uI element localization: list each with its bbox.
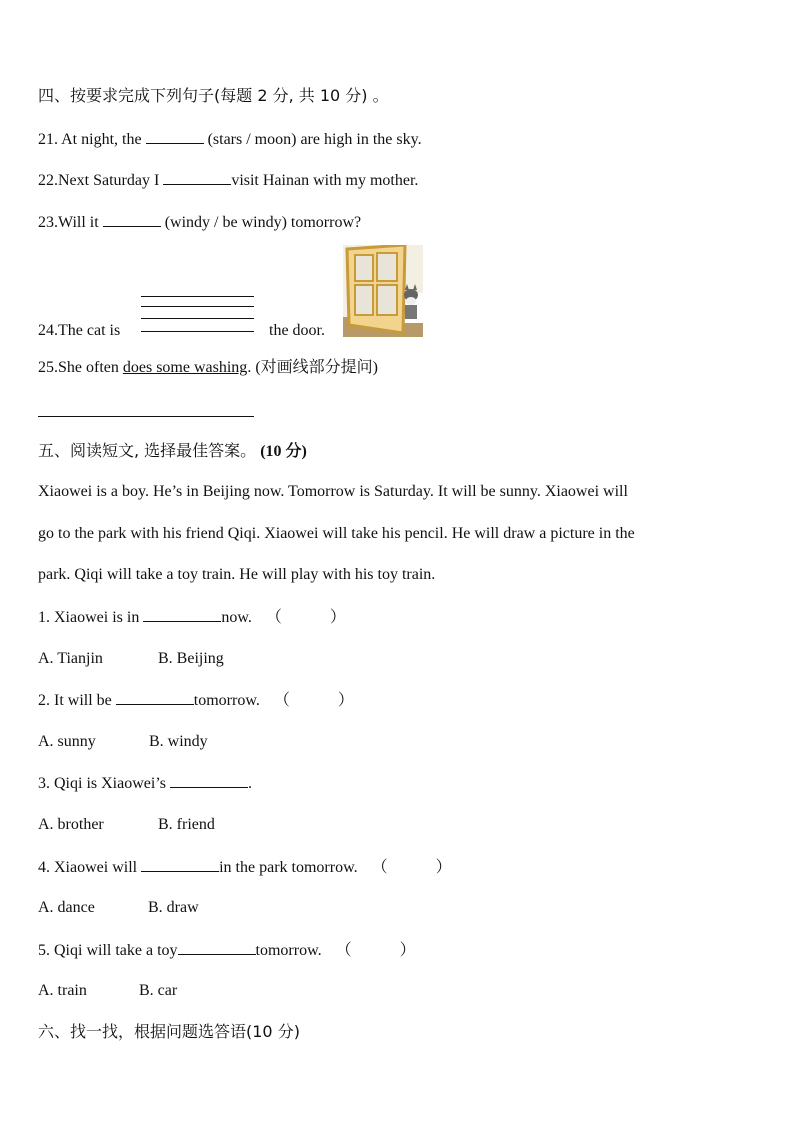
option-b[interactable]: B. Beijing [158, 650, 224, 667]
answer-blank[interactable] [141, 857, 219, 872]
option-a[interactable]: A. dance [38, 899, 95, 916]
option-a[interactable]: A. sunny [38, 733, 96, 750]
answer-parentheses[interactable]: （ ） [371, 859, 452, 876]
answer-blank[interactable] [103, 212, 161, 227]
q25-text-a: 25.She often [38, 359, 123, 376]
answer-blank[interactable] [146, 129, 204, 144]
rq4-text-b: in the park tomorrow. [219, 859, 358, 876]
option-b[interactable]: B. car [139, 982, 178, 999]
q22-text-a: 22.Next Saturday I [38, 172, 164, 189]
cat-behind-door-illustration [343, 245, 423, 337]
passage-line: park. Qiqi will take a toy train. He will play with his toy train. [38, 566, 436, 583]
q22-text-b: visit Hainan with my mother. [231, 172, 419, 189]
rq1-text-a: 1. Xiaowei is in [38, 609, 144, 626]
reading-question-3 [38, 773, 252, 794]
reading-options-4 [38, 898, 199, 918]
q25-text-b: . (对画线部分提问) [247, 359, 378, 376]
q21-text-a: 21. At night, the [38, 131, 146, 148]
question-21 [38, 129, 422, 150]
question-23 [38, 212, 361, 233]
q21-text-b: (stars / moon) are high in the sky. [203, 131, 422, 148]
question-25 [38, 358, 378, 378]
q23-text-b: (windy / be windy) tomorrow? [160, 214, 362, 231]
section-5-heading [38, 441, 307, 462]
rq3-text-a: 3. Qiqi is Xiaowei’s [38, 775, 170, 792]
rq5-text-a: 5. Qiqi will take a toy [38, 942, 178, 959]
reading-options-1 [38, 649, 224, 669]
answer-blank[interactable] [143, 607, 221, 622]
option-b[interactable]: B. windy [149, 733, 208, 750]
section-5-heading-text: 五、阅读短文, 选择最佳答案。 [38, 441, 257, 460]
section-4-heading: 四、按要求完成下列句子(每题 2 分, 共 10 分) 。 [38, 86, 389, 105]
section-5-score: (10 分) [260, 443, 307, 460]
q25-answer-line[interactable] [38, 416, 254, 417]
option-b[interactable]: B. friend [158, 816, 215, 833]
question-22 [38, 170, 418, 191]
q23-text-a: 23.Will it [38, 214, 103, 231]
reading-question-1 [38, 607, 346, 628]
question-24-suffix: the door. [269, 322, 325, 339]
option-b[interactable]: B. draw [148, 899, 199, 916]
reading-question-4 [38, 857, 452, 878]
reading-question-5 [38, 940, 416, 961]
section-6-heading: 六、找一找，根据问题选答语(10 分) [38, 1022, 300, 1041]
rq3-text-b: . [248, 775, 252, 792]
reading-question-2 [38, 690, 354, 711]
option-a[interactable]: A. train [38, 982, 87, 999]
reading-options-3 [38, 815, 215, 835]
option-a[interactable]: A. brother [38, 816, 104, 833]
q25-underlined-phrase: does some washing [122, 359, 248, 376]
option-a[interactable]: A. Tianjin [38, 650, 103, 667]
rq5-text-b: tomorrow. [255, 942, 322, 959]
answer-blank[interactable] [163, 170, 231, 185]
reading-options-2 [38, 732, 208, 752]
answer-blank[interactable] [116, 690, 194, 705]
rq4-text-a: 4. Xiaowei will [38, 859, 142, 876]
reading-options-5 [38, 981, 178, 1001]
answer-parentheses[interactable]: （ ） [265, 609, 346, 626]
rq2-text-a: 2. It will be [38, 692, 116, 709]
answer-parentheses[interactable]: （ ） [273, 692, 354, 709]
passage-line: Xiaowei is a boy. He’s in Beijing now. Tomorrow is Saturday. It will be sunny. Xiaowei will [38, 483, 628, 500]
answer-blank[interactable] [170, 773, 248, 788]
passage-line: go to the park with his friend Qiqi. Xiaowei will take his pencil. He will draw a picture in the [38, 525, 635, 542]
answer-blank[interactable] [178, 940, 256, 955]
rq1-text-b: now. [221, 609, 252, 626]
question-24-label: 24.The cat is [38, 322, 121, 339]
answer-parentheses[interactable]: （ ） [335, 942, 416, 959]
rq2-text-b: tomorrow. [193, 692, 260, 709]
